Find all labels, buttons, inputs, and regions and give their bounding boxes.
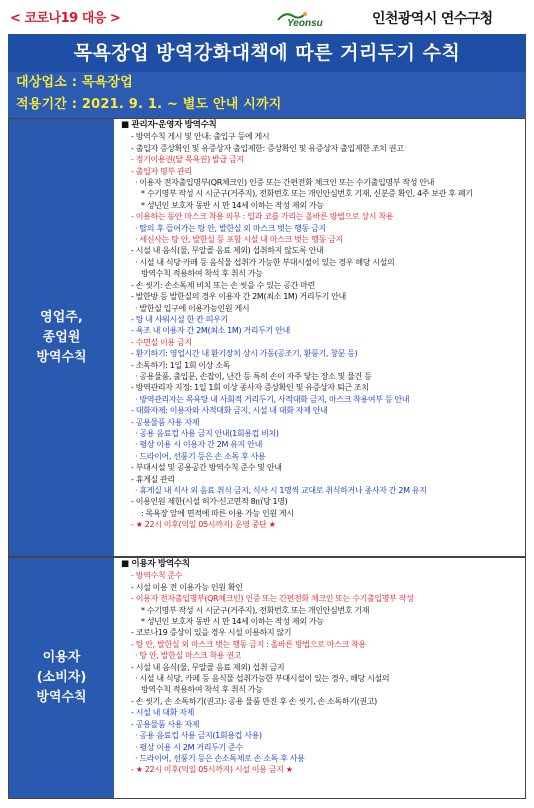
rule-line: - 이용하는 동안 마스크 착용 의무 : 입과 코를 가리는 올바른 방법으로 상시 착용	[131, 212, 394, 222]
rule-line: · 평상 이용 시 이용자 간 2M 유지 안내	[135, 440, 262, 450]
rule-line: · 드라이어, 선풍기 등은 손 소독 후 사용	[135, 451, 266, 461]
rule-line: · 탈의 후 들어가는 탕 안, 발한실 외 마스크 벗는 행동 금지	[135, 223, 326, 233]
section-heading: ■ 관리자·운영자 방역수칙	[121, 120, 217, 130]
rule-line: * 수기명부 작성 시 시군구(거주지), 전화번호 또는 개인안심번호 기재, 신분증 확인, 4주 보관 후 폐기	[141, 189, 473, 199]
rule-line: * 수기명부 작성 시 시군구(거주지), 전화번호 또는 개인안심번호 기재	[141, 605, 370, 615]
rule-line: - 이용인원 제한(시설 허가·신고면적 8㎡당 1명)	[131, 497, 288, 507]
rule-line: · 방역관리자는 목욕탕 내 사회적 거리두기, 사적대화 금지, 마스크 착용여부 등 안내	[135, 394, 410, 404]
rule-line: · 세신사는 탕 안, 발한실 등 포함 시설 내 마스크 벗는 행동 금지	[135, 235, 343, 245]
rule-line: - 방역수칙 게시 및 안내: 출입구 등에 게시	[131, 132, 270, 142]
org-name: 인천광역시 연수구청	[372, 11, 493, 27]
rule-line: - ★ 22시 이후(익일 05시까지) 시설 이용 금지 ★	[131, 765, 293, 775]
rule-line: · 시설 내 식당, 카페 등 음식물 섭취가능한 부대시설이 있는 경우, 해당 시설의	[135, 674, 390, 684]
page-title: 목욕장업 방역강화대책에 따른 거리두기 수칙	[8, 34, 526, 72]
rule-line: - 휴게실 관리	[131, 474, 175, 484]
rule-line: - 공용물품 사용 자제	[131, 417, 200, 427]
rule-line: * 성년인 보호자 동반 시 만 14세 이하는 작성 제외 가능	[141, 200, 324, 210]
rule-line: · 공용물품, 출입문, 손잡이, 난간 등 특히 손이 자주 닿는 장소 및 물건 등	[135, 371, 372, 381]
rule-line: : 목욕장 앞에 면적에 따른 이용 가능 인원 게시	[141, 508, 294, 518]
rule-line: · 드라이어, 선풍기 등은 손소독제로 손 소독 후 사용	[135, 753, 305, 763]
target-business: 대상업소 : 목욕장업	[16, 75, 133, 90]
section-heading: ■ 이용자 방역수칙	[121, 559, 190, 569]
section-user	[8, 557, 526, 799]
rule-line: - 탕 내 샤워시설 한 칸 띄우기	[131, 314, 228, 324]
rule-line: - 방역수칙 준수	[131, 571, 183, 581]
rule-line: - 시설 내 음식(물, 무알콜 음료 제외) 섭취 금지	[131, 662, 285, 672]
rule-line: - 출입자 증상확인 및 유증상자 출입제한: 증상확인 및 유증상자 출입제한 조치 권고	[131, 143, 404, 153]
section-operator	[8, 118, 526, 557]
rule-line: - 욕조 내 이용자 간 2M(최소 1M) 거리두기 안내	[131, 326, 290, 336]
rule-line: · 평상 이용 시 2M 거리두기 준수	[135, 742, 243, 752]
section-label: 영업주, 종업원 방역수칙	[9, 119, 114, 556]
rule-line: - 시설 이용 전 이용가능 인원 확인	[131, 582, 243, 592]
rule-line: - ★ 22시 이후(익일 05시까지) 운영 중단 ★	[131, 520, 276, 530]
meta-box	[8, 72, 526, 118]
rule-line: · 발한실 입구에 이용가능인원 게시	[135, 303, 250, 313]
rule-line: - 수면실 이용 금지	[131, 337, 192, 347]
rule-line: 방역수칙 적용하여 착석 후 취식 가능	[141, 269, 263, 279]
rule-line: - 소독하기: 1일 1회 이상 소독	[131, 360, 231, 370]
rule-line: · 이용자 전자출입명부(QR체크인) 인증 또는 간편전화 체크인 또는 수기출입명부 작성 안내	[135, 178, 435, 188]
rule-line: · 시설 내 식당·카페 등 음식물 섭취가 가능한 부대시설이 있는 경우 해당 시설의	[135, 257, 395, 267]
covid-badge: < 코로나19 대응 >	[10, 11, 121, 26]
rule-line: - 탕 안, 발한실 외 마스크 벗는 행동 금지 : 올바른 방법으로 마스크 착용	[131, 639, 366, 649]
section-content	[115, 119, 525, 556]
rule-line: - 방역관리자 지정: 1일 1회 이상 종사자 증상확인 및 유증상자 퇴근 조치	[131, 383, 369, 393]
rule-line: - 손 씻기, 손 소독하기(권고): 공용 물품 만진 후 손 씻기, 손 소독하기(권고)	[131, 696, 377, 706]
svg-text:Yeonsu: Yeonsu	[287, 18, 323, 28]
rule-line: - 시설 내 대화 자제	[131, 708, 194, 718]
apply-period: 적용기간 : 2021. 9. 1. ~ 별도 안내 시까지	[16, 97, 282, 112]
rule-line: - 정기이용권(달 목욕권) 발급 금지	[131, 155, 244, 165]
rule-line: 방역수칙 적용하여 착석 후 취식 가능	[141, 685, 263, 695]
section-label: 이용자 (소비자) 방역수칙	[9, 558, 114, 798]
rule-line: - 공용물품 사용 자제	[131, 719, 200, 729]
yeonsu-logo-icon	[275, 8, 365, 28]
rule-line: - 손 씻기: 손소독제 비치 또는 손 씻을 수 있는 공간 마련	[131, 280, 315, 290]
rule-line: - 코로나19 증상이 있을 경우 시설 이용하지 않기	[131, 628, 292, 638]
rule-line: · 휴게실 내 식사 외 음료 취식 금지, 식사 시 1명씩 교대로 취식하거나 종사자 간 2M 유지	[135, 486, 427, 495]
rule-line: - 시설 내 음식(물, 무알콜 음료 제외) 섭취하지 않도록 안내	[131, 246, 324, 256]
rule-line: * 성년인 보호자 동반 시 만 14세 이하는 작성 제외 가능	[141, 617, 324, 627]
top-bar	[0, 0, 534, 34]
rule-line: - 발한방 등 발한실의 경우 이용자 간 2M(최소 1M) 거리두기 안내	[131, 292, 346, 302]
rule-line: · 탕 안, 발한실 마스크 착용 권고	[135, 651, 242, 661]
rule-line: - 부대시설 및 공용공간 방역수칙 준수 및 안내	[131, 463, 282, 473]
rule-line: · 공용 음료컵 사용 금지(1회용컵 사용)	[135, 731, 262, 741]
rule-line: - 이용자 전자출입명부(QR체크인) 인증 또는 간편전화 체크인 또는 수기출입명부 작성	[131, 594, 414, 604]
section-content	[115, 558, 525, 798]
rule-line: - 출입자 명부 관리	[131, 166, 192, 176]
rule-line: - 환기하기: 영업시간 내 환기장치 상시 가동(공조기, 환풍기, 창문 등)	[131, 349, 358, 359]
rule-line: - 대화자제: 이용자와 사적대화 금지, 시설 내 대화 자제 안내	[131, 406, 328, 416]
rule-line: · 공용 음료컵 사용 금지 안내(1회용컵 비치)	[135, 428, 279, 438]
